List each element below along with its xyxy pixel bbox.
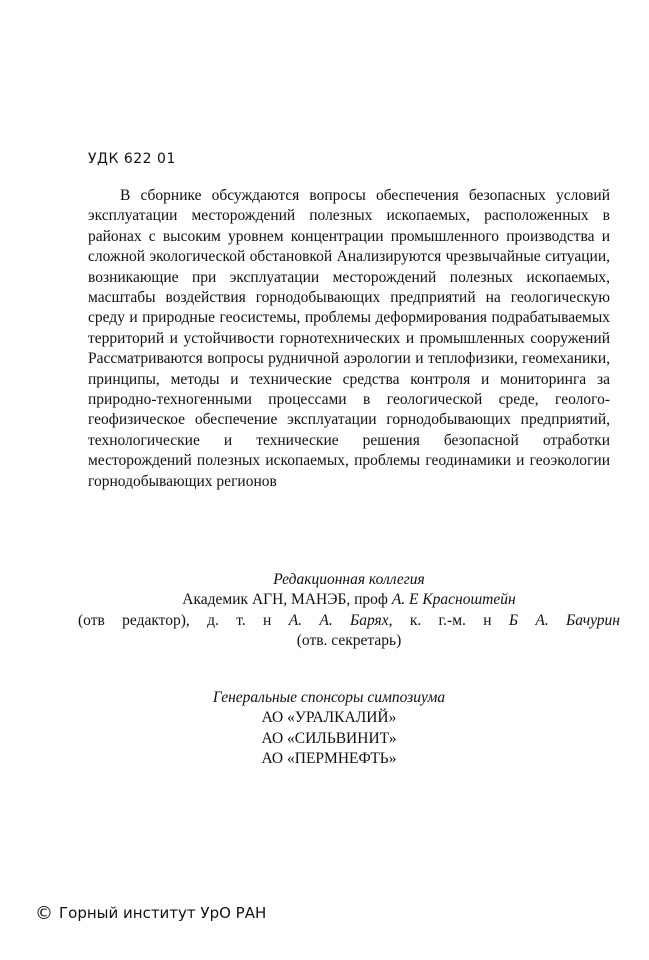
editorial-heading: Редакционная коллегия — [273, 571, 425, 588]
chief-editor-name: А. Е Красноштейн — [391, 591, 516, 609]
editorial-board — [78, 570, 620, 652]
editorial-line-2 — [78, 611, 620, 631]
abstract-paragraph: В сборнике обсуждаются вопросы обеспечения безопасных условий эксплуатации месторождений полезных ископаемых, расположенных в районах с высоким уровнем концентрации промышленного производства и сложной экологической обстановкой Анализируются чрезвычайные ситуации, возникающие при эксплуатации месторождений полезных ископаемых, масштабы воздействия горнодобывающих предприятий на геологическую среду и природные геосистемы, проблемы деформирования подрабатываемых территорий и устойчивости горнотехнических и промышленных сооружений Рассматриваются вопросы рудничной аэрологии и теплофизики, геомеханики, принципы, методы и технические средства контроля и мониторинга за природно-техногенными процессами в геологической среде, геолого-геофизическое обеспечение эксплуатации горнодобывающих предприятий, технологические и технические решения безопасной отработки месторождений полезных ископаемых, проблемы геодинамики и геоэкологии горнодобывающих регионов — [88, 187, 610, 490]
chief-role-and-degree: (отв редактор), д. т. н — [78, 611, 272, 629]
member-name-baryakh: А. А. Барях — [288, 611, 389, 629]
member-name-bachurin: Б А. Бачурин — [508, 611, 620, 629]
copyright-holder: Горный институт УрО РАН — [59, 904, 267, 922]
copyright-icon: © — [35, 903, 53, 924]
sponsor-item: АО «УРАЛКАЛИЙ» — [261, 709, 397, 727]
editorial-line-1 — [78, 590, 620, 610]
sponsors-block — [60, 688, 598, 770]
secretary-role: (отв. секретарь) — [296, 632, 402, 650]
sponsors-heading: Генеральные спонсоры симпозиума — [212, 689, 446, 706]
udk-code: УДК 622 01 — [88, 151, 176, 167]
sponsor-item: АО «СИЛЬВИНИТ» — [261, 729, 397, 747]
member-degree: , к. г.-м. н — [388, 611, 492, 629]
sponsor-item: АО «ПЕРМНЕФТЬ» — [261, 750, 397, 768]
chief-title: Академик АГН, МАНЭБ, проф — [182, 591, 388, 609]
copyright-line — [35, 903, 266, 924]
